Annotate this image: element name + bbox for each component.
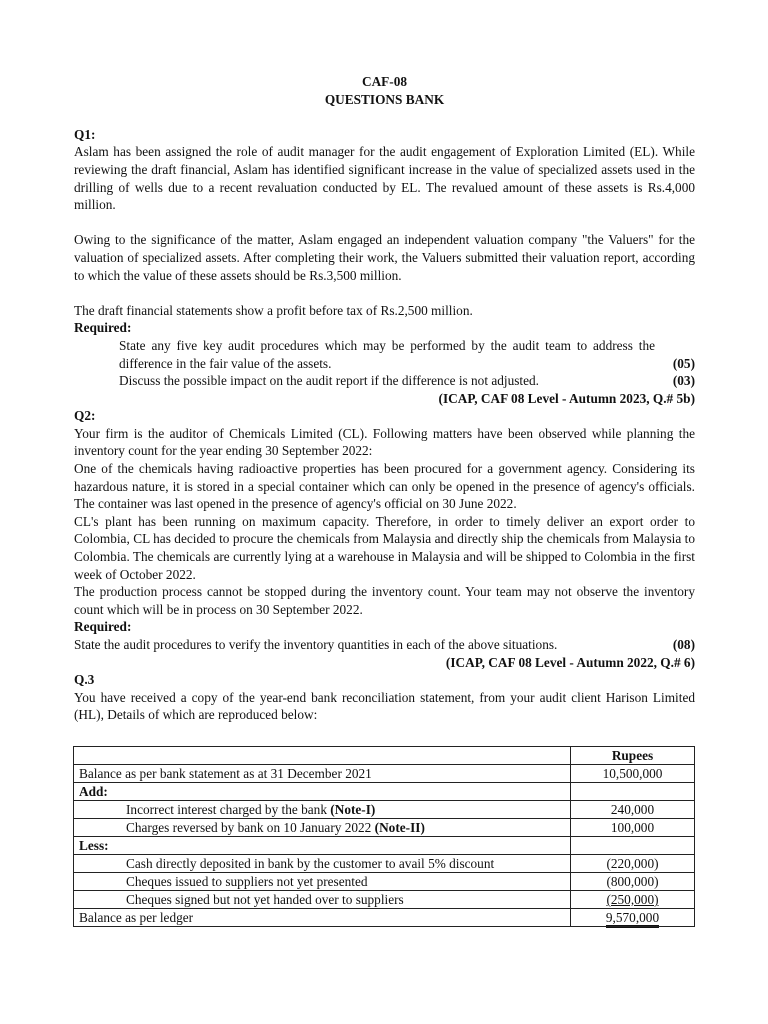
table-cell	[74, 747, 571, 765]
q2-required: Required:	[74, 619, 132, 635]
q1-item-1-text: State any five key audit procedures which may be performed by the audit team to address the difference in the fair value of the assets.	[119, 337, 655, 371]
q2-paragraph-2: One of the chemicals having radioactive properties has been procured for a government agency. Considering its hazardous nature, it is stored in a special container which can only be opened in the presence of agency's officials. The container was last opened in the presence of agency's official on 30 June 2022.	[74, 461, 695, 512]
q1-item-1-marks: (05)	[672, 355, 695, 371]
add-label: Add:	[74, 783, 571, 801]
table-row	[74, 909, 695, 927]
row-label: Cheques signed but not yet handed over to suppliers	[74, 891, 571, 909]
table-row	[74, 801, 695, 819]
q2-reference: (ICAP, CAF 08 Level - Autumn 2022, Q.# 6)	[445, 654, 695, 670]
q2-item	[74, 636, 695, 654]
row-amount: (220,000)	[571, 855, 695, 873]
table-cell	[571, 783, 695, 801]
q1-item-2-marks: (03)	[672, 373, 695, 389]
q2-paragraph-4: The production process cannot be stopped during the inventory count. Your team may not observe the inventory count which will be in process on 30 September 2022.	[74, 584, 695, 617]
table-row	[74, 873, 695, 891]
q1-required: Required:	[74, 320, 132, 336]
row-label	[74, 801, 571, 819]
row-label: Cash directly deposited in bank by the customer to avail 5% discount	[74, 855, 571, 873]
table-row	[74, 783, 695, 801]
row-amount	[571, 909, 695, 927]
q1-item-2-text: Discuss the possible impact on the audit report if the difference is not adjusted.	[119, 373, 539, 389]
bank-reconciliation-table	[73, 746, 695, 927]
row-label: Balance as per ledger	[74, 909, 571, 927]
row-note: (Note-II)	[374, 820, 425, 835]
q1-paragraph-3: The draft financial statements show a profit before tax of Rs.2,500 million.	[74, 302, 473, 318]
rupees-header: Rupees	[571, 747, 695, 765]
q2-item-marks: (08)	[672, 637, 695, 652]
row-label: Balance as per bank statement as at 31 December 2021	[74, 765, 571, 783]
table-row	[74, 855, 695, 873]
row-amount: 100,000	[571, 819, 695, 837]
table-header-row	[74, 747, 695, 765]
q3-label: Q.3	[74, 672, 95, 688]
q1-item-2	[74, 372, 695, 390]
table-row	[74, 837, 695, 855]
row-amount	[571, 891, 695, 909]
row-amount: 240,000	[571, 801, 695, 819]
table-row	[74, 819, 695, 837]
table-row	[74, 891, 695, 909]
q2-item-text: State the audit procedures to verify the inventory quantities in each of the above situations.	[74, 637, 558, 652]
q1-reference: (ICAP, CAF 08 Level - Autumn 2023, Q.# 5b)	[438, 390, 695, 406]
q1-item-1	[74, 337, 695, 372]
row-amount: 10,500,000	[571, 765, 695, 783]
table-cell	[571, 837, 695, 855]
row-label-text: Incorrect interest charged by the bank	[126, 802, 331, 817]
row-amount-text: (250,000)	[606, 892, 659, 907]
q2-paragraph-3: CL's plant has been running on maximum capacity. Therefore, in order to timely deliver an export order to Colombia, CL has decided to procure the chemicals from Malaysia and directly ship the chemicals from Malaysia to Colombia. The chemicals are currently lying at a warehouse in Malaysia and will be shipped to Colombia in the first week of October 2022.	[74, 513, 695, 582]
document-page	[74, 0, 695, 724]
row-amount: (800,000)	[571, 873, 695, 891]
less-label: Less:	[74, 837, 571, 855]
row-label	[74, 819, 571, 837]
doc-title: QUESTIONS BANK	[324, 91, 445, 107]
row-label: Cheques issued to suppliers not yet presented	[74, 873, 571, 891]
row-label-text: Charges reversed by bank on 10 January 2022	[126, 820, 375, 835]
doc-code: CAF-08	[361, 74, 408, 89]
q3-paragraph-1: You have received a copy of the year-end bank reconciliation statement, from your audit client Harison Limited (HL), Details of which are reproduced below:	[74, 689, 695, 723]
q1-paragraph-2: Owing to the significance of the matter, Aslam engaged an independent valuation company "the Valuers" for the valuation of specialized assets. After completing their work, the Valuers submitted their valuation report, according to which the value of these assets should be Rs.3,500 million.	[74, 232, 695, 283]
row-amount-text: 9,570,000	[606, 910, 659, 928]
q1-paragraph-1: Aslam has been assigned the role of audit manager for the audit engagement of Exploration Limited (EL). While reviewing the draft financial, Aslam has identified significant increase in the value of specialized assets used in the drilling of wells due to a recent revaluation conducted by EL. The revalued amount of these assets is Rs.4,000 million.	[74, 144, 695, 213]
q2-label: Q2:	[74, 408, 96, 424]
q2-paragraph-1: Your firm is the auditor of Chemicals Limited (CL). Following matters have been observed while planning the inventory count for the year ending 30 September 2022:	[74, 425, 695, 459]
q1-label: Q1:	[74, 126, 96, 142]
row-note: (Note-I)	[330, 802, 376, 817]
table-row	[74, 765, 695, 783]
